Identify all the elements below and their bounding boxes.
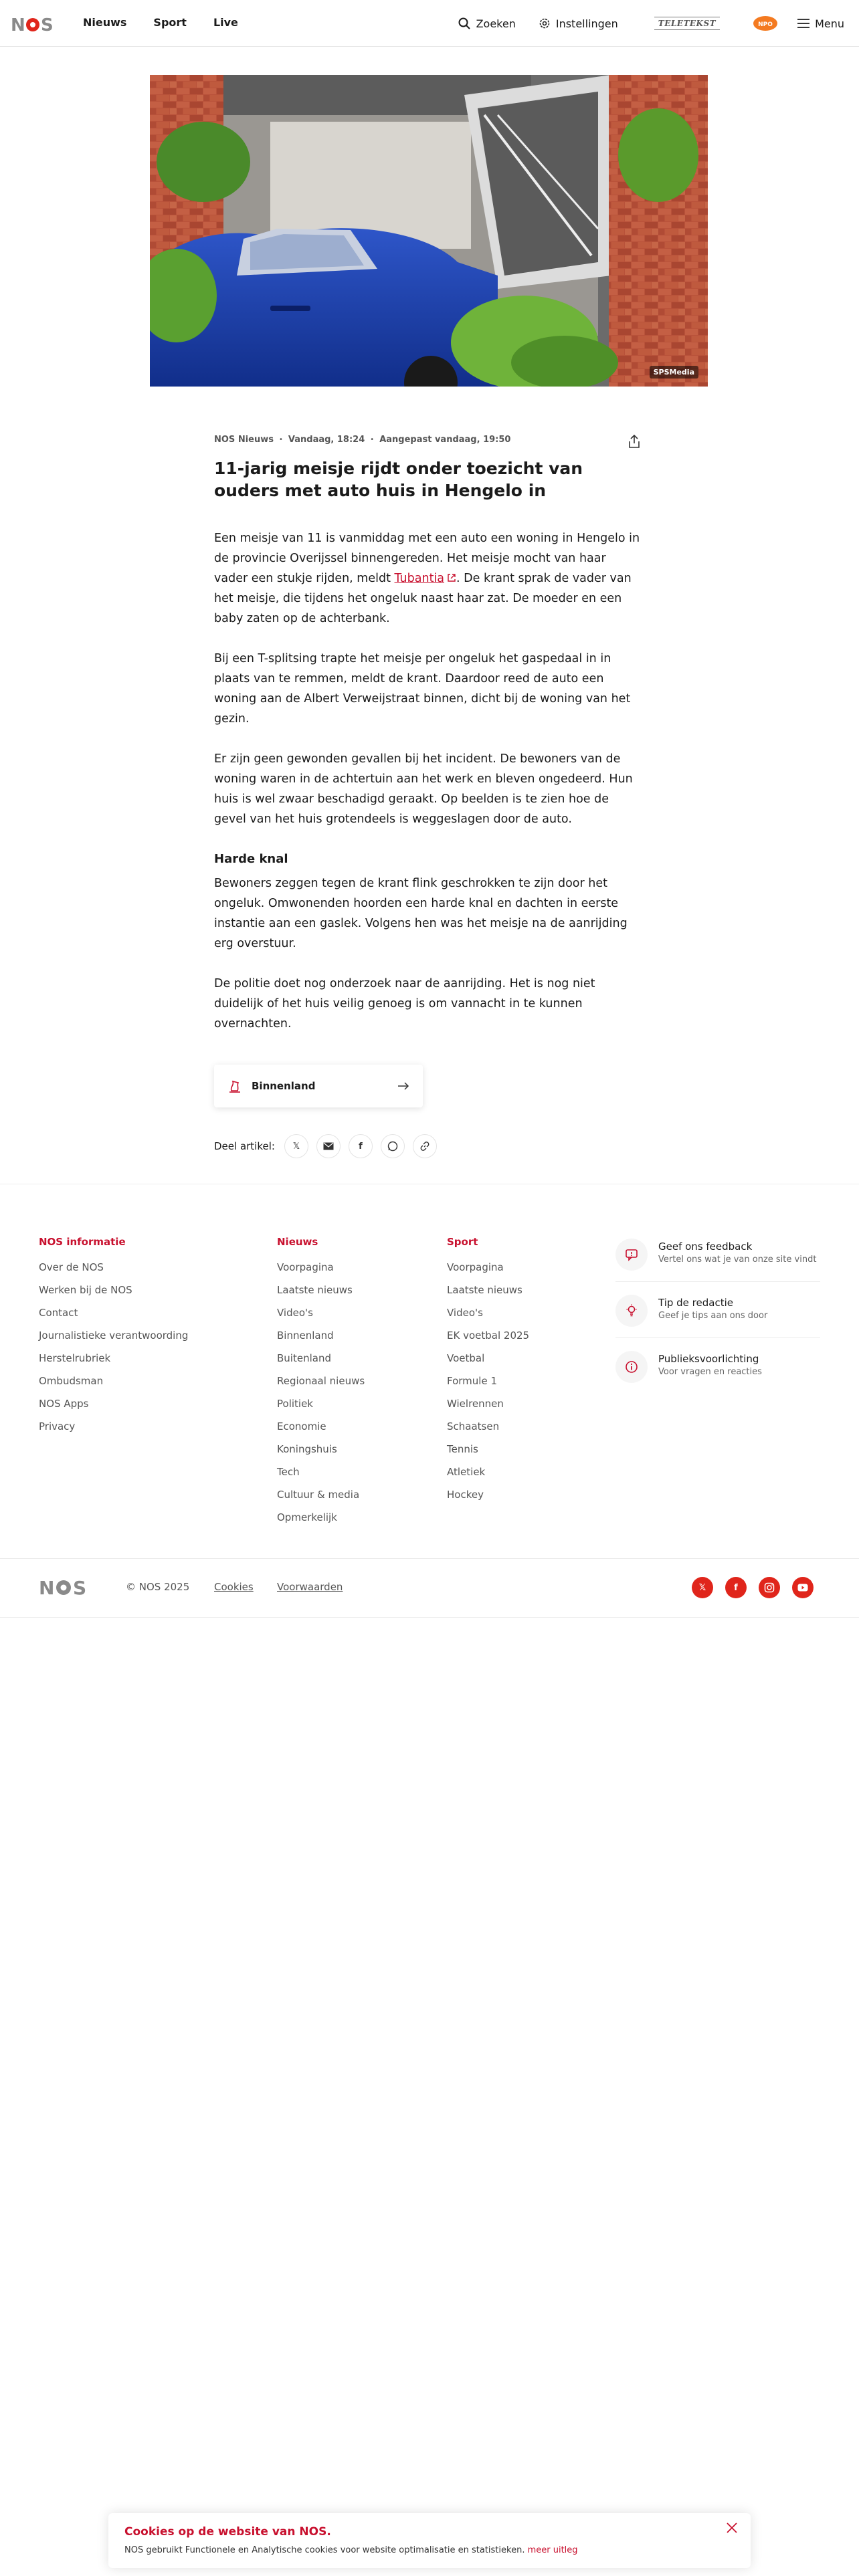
divider bbox=[615, 1337, 820, 1338]
nos-footer-logo[interactable] bbox=[39, 1577, 92, 1597]
footer-link[interactable]: Video's bbox=[277, 1307, 313, 1319]
cookie-more-link[interactable]: meer uitleg bbox=[527, 2545, 578, 2555]
footer-link[interactable]: Politiek bbox=[277, 1398, 313, 1410]
x-icon: 𝕏 bbox=[698, 1582, 706, 1593]
cookie-title: Cookies op de website van NOS. bbox=[124, 2525, 331, 2539]
footer-link[interactable]: Voetbal bbox=[447, 1352, 485, 1364]
share-whatsapp-button[interactable] bbox=[381, 1134, 405, 1158]
menu-label: Menu bbox=[815, 17, 844, 30]
footer-bottom bbox=[0, 1558, 859, 1617]
footer-link[interactable]: Regionaal nieuws bbox=[277, 1375, 365, 1387]
footer-link[interactable]: Buitenland bbox=[277, 1352, 331, 1364]
voorwaarden-link[interactable]: Voorwaarden bbox=[277, 1581, 343, 1593]
article-title: 11-jarig meisje rijdt onder toezicht van ouders met auto huis in Hengelo in bbox=[214, 459, 583, 500]
category-label: Binnenland bbox=[252, 1080, 316, 1092]
footer-link[interactable]: Over de NOS bbox=[39, 1261, 104, 1273]
main-nav bbox=[83, 16, 238, 29]
footer-col-title: Nieuws bbox=[277, 1236, 318, 1248]
instagram-social-button[interactable] bbox=[759, 1577, 780, 1598]
paragraph: Bewoners zeggen tegen de krant flink geschrokken te zijn door het ongeluk. Omwonenden hoorden een harde knal en dachten in eerste instantie aan een gaslek. Volgens hen was het meisje na de aanrijding erg overstuur. bbox=[214, 877, 628, 950]
footer-link[interactable]: Laatste nieuws bbox=[447, 1284, 522, 1296]
nos-logo[interactable] bbox=[11, 15, 58, 33]
subheading: Harde knal bbox=[214, 852, 288, 866]
tip-title: Tip de redactie bbox=[658, 1297, 733, 1309]
article-body bbox=[214, 528, 642, 1054]
cookie-description bbox=[124, 2545, 578, 2555]
footer-col-title: Sport bbox=[447, 1236, 478, 1248]
article-meta bbox=[214, 435, 510, 445]
info-icon bbox=[615, 1351, 648, 1383]
paragraph: Bij een T-splitsing trapte het meisje per ongeluk het gaspedaal in in plaats van te remmen, meldt de krant. Daardoor reed de auto een woning aan de Albert Verweijstraat binnen, dicht bij de woning van het gezin. bbox=[214, 652, 631, 726]
updated-time: Aangepast vandaag, 19:50 bbox=[379, 435, 511, 445]
facebook-icon: f bbox=[734, 1582, 738, 1593]
paragraph: Er zijn geen gewonden gevallen bij het incident. De bewoners van de woning waren in de achtertuin aan het werk en bleven ongedeerd. Hun huis is wel zwaar beschadigd geraakt. Op beelden is te zien hoe de gevel van het huis grotendeels is weggeslagen door de auto. bbox=[214, 752, 633, 826]
share-email-button[interactable] bbox=[316, 1134, 341, 1158]
arrow-right-icon bbox=[397, 1081, 409, 1091]
feedback-icon bbox=[615, 1239, 648, 1271]
footer-link[interactable]: Hockey bbox=[447, 1489, 484, 1501]
facebook-icon: f bbox=[359, 1141, 363, 1152]
npo-logo[interactable] bbox=[752, 15, 779, 32]
publieksvoorlichting-title: Publieksvoorlichting bbox=[658, 1353, 759, 1365]
copyright: © NOS 2025 bbox=[126, 1581, 190, 1593]
paragraph: De politie doet nog onderzoek naar de aanrijding. Het is nog niet duidelijk of het huis veilig genoeg is om vannacht in te kunnen overnachten. bbox=[214, 977, 595, 1031]
binnenland-icon bbox=[227, 1079, 242, 1093]
hamburger-icon bbox=[797, 19, 809, 28]
divider bbox=[615, 1281, 820, 1282]
footer-link[interactable]: Herstelrubriek bbox=[39, 1352, 111, 1364]
youtube-social-button[interactable] bbox=[792, 1577, 814, 1598]
x-social-button[interactable] bbox=[692, 1577, 713, 1598]
footer-link[interactable]: Voorpagina bbox=[277, 1261, 334, 1273]
category-card[interactable] bbox=[214, 1065, 423, 1107]
nav-live[interactable]: Live bbox=[213, 16, 238, 29]
footer-link[interactable]: EK voetbal 2025 bbox=[447, 1329, 530, 1341]
footer-link[interactable]: Wielrennen bbox=[447, 1398, 504, 1410]
footer-col-nos-informatie bbox=[39, 1236, 188, 1438]
cookie-banner bbox=[108, 2513, 751, 2568]
feedback-subtitle: Vertel ons wat je van onze site vindt bbox=[658, 1255, 817, 1265]
feedback-title: Geef ons feedback bbox=[658, 1241, 753, 1253]
divider bbox=[0, 1617, 859, 1618]
published-time: Vandaag, 18:24 bbox=[288, 435, 365, 445]
menu-button[interactable] bbox=[797, 17, 844, 30]
footer-link[interactable]: Werken bij de NOS bbox=[39, 1284, 132, 1296]
teletekst-link[interactable]: TELETEKST bbox=[654, 17, 720, 30]
svg-text:S: S bbox=[73, 1577, 87, 1597]
share-bar bbox=[214, 1134, 445, 1158]
footer-link[interactable]: Economie bbox=[277, 1420, 326, 1432]
footer-col-sport bbox=[447, 1236, 529, 1506]
text: NOS gebruikt Functionele en Analytische cookies voor website optimalisatie en statistieken. bbox=[124, 2545, 525, 2555]
instagram-icon bbox=[764, 1582, 775, 1593]
publieksvoorlichting-link[interactable] bbox=[615, 1351, 819, 1383]
footer-link[interactable]: Ombudsman bbox=[39, 1375, 104, 1387]
settings-label: Instellingen bbox=[555, 17, 618, 30]
whatsapp-icon bbox=[387, 1141, 398, 1152]
footer-link[interactable]: Voorpagina bbox=[447, 1261, 504, 1273]
meta-separator: • bbox=[370, 436, 375, 443]
svg-text:N: N bbox=[11, 15, 25, 33]
x-icon: 𝕏 bbox=[292, 1141, 300, 1152]
youtube-icon bbox=[797, 1584, 808, 1592]
settings-button[interactable] bbox=[539, 17, 618, 30]
facebook-social-button[interactable] bbox=[725, 1577, 747, 1598]
cookies-link[interactable]: Cookies bbox=[214, 1581, 254, 1593]
text: Een meisje van 11 is vanmiddag met een auto een woning in Hengelo in de provincie Overijssel binnengereden. Het meisje mocht van haar vader een stukje rijden, meldt bbox=[214, 532, 640, 585]
text: . De krant sprak de vader van het meisje, die tijdens het ongeluk naast haar zat. De moeder en een baby zaten op de achterbank. bbox=[214, 572, 632, 625]
nav-sport[interactable]: Sport bbox=[153, 16, 187, 29]
gear-icon bbox=[539, 17, 551, 29]
tubantia-link[interactable]: Tubantia bbox=[394, 572, 445, 585]
footer-link[interactable]: Tennis bbox=[447, 1443, 478, 1455]
paragraph bbox=[214, 528, 642, 629]
footer-link[interactable]: Schaatsen bbox=[447, 1420, 500, 1432]
svg-text:N: N bbox=[39, 1577, 55, 1597]
hero-image bbox=[150, 75, 708, 387]
lightbulb-icon bbox=[615, 1295, 648, 1327]
search-label: Zoeken bbox=[476, 17, 516, 30]
nav-nieuws[interactable]: Nieuws bbox=[83, 16, 127, 29]
share-icon[interactable] bbox=[626, 433, 642, 449]
footer-link[interactable]: Koningshuis bbox=[277, 1443, 337, 1455]
footer-link[interactable]: Journalistieke verantwoording bbox=[39, 1329, 189, 1341]
photo-credit: SPSMedia bbox=[650, 366, 698, 379]
footer-col-title: NOS informatie bbox=[39, 1236, 126, 1248]
footer-link[interactable]: Contact bbox=[39, 1307, 78, 1319]
footer-link[interactable]: Privacy bbox=[39, 1420, 76, 1432]
npo-label: NPO bbox=[758, 21, 773, 28]
share-label: Deel artikel: bbox=[214, 1140, 275, 1152]
svg-text:S: S bbox=[41, 15, 54, 33]
mail-icon bbox=[323, 1142, 334, 1150]
site-header bbox=[0, 0, 859, 47]
close-icon[interactable] bbox=[724, 2520, 740, 2536]
tip-subtitle: Geef je tips aan ons door bbox=[658, 1311, 768, 1321]
social-links bbox=[680, 1577, 814, 1598]
footer-link[interactable]: Laatste nieuws bbox=[277, 1284, 353, 1296]
footer-link[interactable]: Atletiek bbox=[447, 1466, 486, 1478]
meta-separator: • bbox=[278, 436, 283, 443]
external-link-icon bbox=[447, 573, 456, 582]
crashed-car-photo bbox=[150, 75, 708, 387]
share-copy-link-button[interactable] bbox=[413, 1134, 437, 1158]
article-source: NOS Nieuws bbox=[214, 435, 274, 445]
search-button[interactable] bbox=[458, 17, 516, 30]
footer-link[interactable]: Cultuur & media bbox=[277, 1489, 360, 1501]
footer-col-nieuws bbox=[277, 1236, 365, 1529]
footer-link[interactable]: Formule 1 bbox=[447, 1375, 497, 1387]
footer-link[interactable]: Video's bbox=[447, 1307, 483, 1319]
footer-link[interactable]: Binnenland bbox=[277, 1329, 334, 1341]
tip-de-redactie-link[interactable] bbox=[615, 1295, 819, 1327]
link-icon bbox=[419, 1141, 430, 1152]
footer-link[interactable]: Opmerkelijk bbox=[277, 1511, 337, 1523]
share-x-button[interactable] bbox=[284, 1134, 308, 1158]
footer-link[interactable]: NOS Apps bbox=[39, 1398, 89, 1410]
feedback-link[interactable] bbox=[615, 1239, 819, 1271]
footer-link[interactable]: Tech bbox=[277, 1466, 300, 1478]
publieksvoorlichting-subtitle: Voor vragen en reacties bbox=[658, 1367, 762, 1377]
search-icon bbox=[458, 17, 471, 30]
share-facebook-button[interactable] bbox=[349, 1134, 373, 1158]
